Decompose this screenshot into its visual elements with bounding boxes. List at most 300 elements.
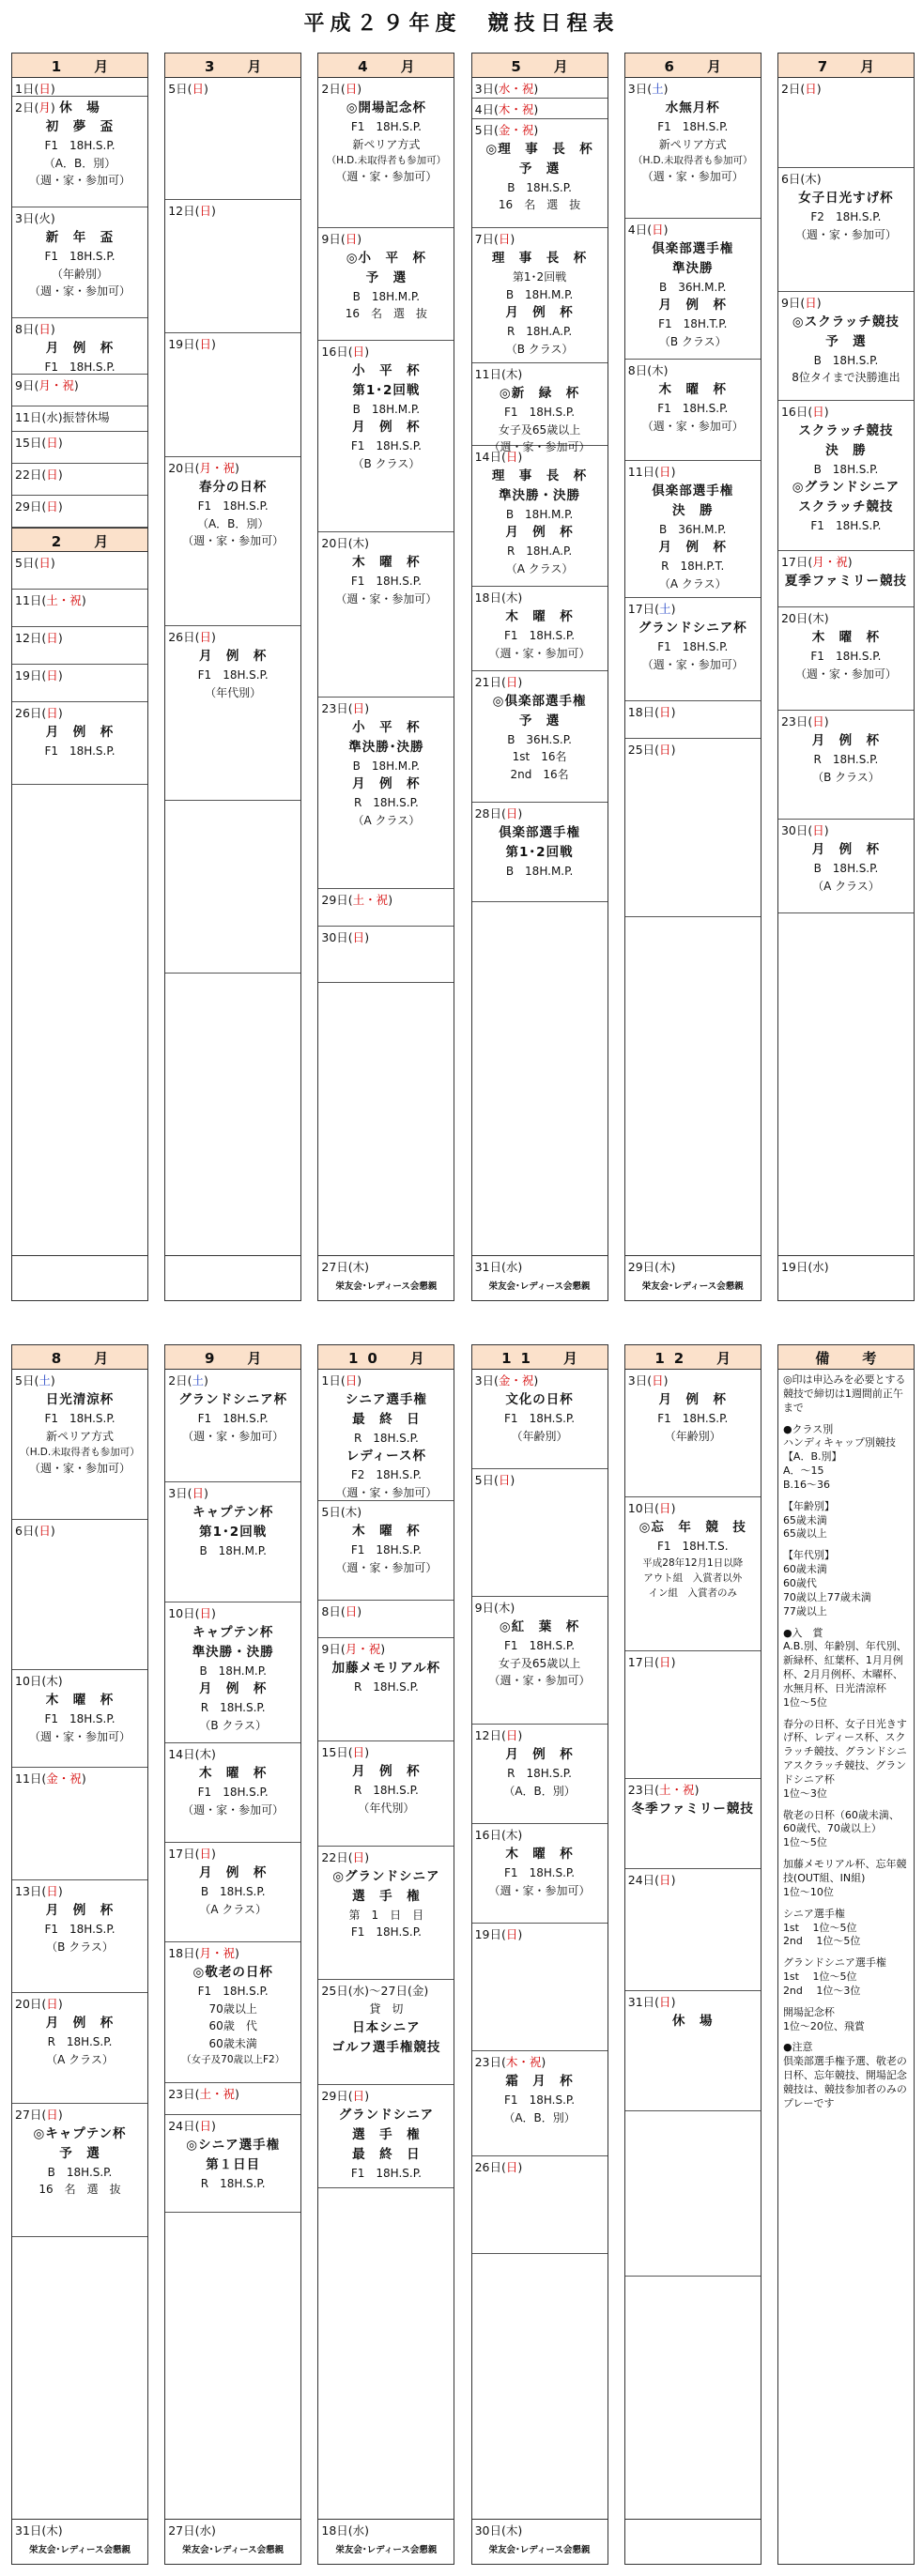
footer-cell [472,1255,608,1300]
schedule-cell [625,2111,761,2277]
schedule-cell [12,464,147,496]
weekday-label: 日 [46,1997,58,2011]
event-name: 倶楽部選手権 [652,483,734,498]
weekday-label: 日 [46,1884,58,1898]
notes-paragraph: ◎印は申込みを必要とする競技で締切は1週間前正午まで [782,1373,906,1414]
date-label: 29日(日) [15,499,63,514]
notes-paragraph: ●クラス別 ハンディキャップ別競技 【A．B.別】 A．～15 B.16～36 [782,1422,897,1491]
date-label: 28日(日) [474,806,523,820]
event-detail: F1 18H.T.P. [658,317,728,331]
event-name: 夏季ファミリー競技 [784,574,908,589]
event-detail: （週・家・参加可） [182,1429,285,1443]
event-name: 第1･2回戦 [352,382,421,398]
footer-cell [165,1255,300,1300]
event-name: キャプテン杯 [192,1505,274,1520]
schedule-cell [12,665,147,702]
date-label: 4日(日) [627,222,669,237]
event-detail: F1 18H.S.P. [44,360,115,374]
date-label: 3日(火) [15,211,55,225]
footer-date: 31日(水) [474,1260,523,1274]
schedule-cell [165,457,300,626]
event-detail: B 18H.M.P. [505,507,574,521]
schedule-cell [472,99,608,119]
date-label: 12日(日) [15,631,63,645]
footer-date: 31日(木) [15,2523,63,2538]
date-label: 21日(日) [474,675,523,689]
notes-paragraph: 【年齢別】 65歳未満 65歳以上 [782,1499,835,1541]
weekday-label: 日 [498,232,511,246]
schedule-cell [318,1370,454,1501]
schedule-cell [165,626,300,801]
footer-date: 27日(水) [168,2523,216,2538]
event-detail: （B クラス） [505,342,574,356]
event-name: 第1･2回戦 [199,1524,268,1540]
schedule-cell [625,1651,761,1779]
event-detail: R 18H.S.P. [507,1766,572,1780]
schedule-cell [165,1743,300,1843]
weekday-label: 日 [659,1995,671,2009]
date-label: 12日(日) [474,1728,523,1742]
weekday-label: 日 [38,82,51,96]
weekday-label: 日 [505,450,518,464]
event-name: 月 例 杯 [198,1681,268,1697]
event-detail: B 18H.M.P. [505,287,574,301]
event-name: 準決勝 [672,260,714,276]
schedule-cell [12,702,147,785]
date-label: 10日(日) [168,1606,216,1620]
schedule-cell [12,590,147,627]
weekday-label: 金・祝 [498,1373,534,1388]
notes-paragraph: ●注意 倶楽部選手権予選、敬老の日杯、忘年競技、開場記念競技は、競技参加者のみのプレーです [782,2041,907,2109]
event-detail: R 18H.A.P. [506,544,573,559]
event-detail: F1 18H.S.P. [350,119,422,133]
schedule-cell [12,1670,147,1768]
weekday-label: 日 [505,1927,518,1941]
event-name: 月 例 杯 [45,2016,115,2031]
date-label: 11日(日) [627,465,676,479]
schedule-cell [778,820,914,913]
event-detail: （A．B．別） [196,516,269,530]
date-label: 5日(木) [321,1505,362,1519]
event-name: 倶楽部選手権 [499,825,581,840]
event-name: 月 例 杯 [658,540,727,556]
schedule-cell [12,2104,147,2237]
event-name: 月 例 杯 [45,725,115,740]
date-label: 23日(日) [780,714,829,728]
event-name: 月 例 杯 [352,420,421,436]
weekday-label: 土・祝 [199,2087,235,2101]
event-name: 選 手 権 [352,2126,421,2142]
event-detail: F1 18H.S.P. [657,119,729,133]
event-detail: F1 18H.S.P. [197,1984,269,1998]
date-label: 13日(日) [15,1884,63,1898]
notes-header: 備 考 [778,1345,914,1370]
event-detail: F1 18H.S.P. [504,2093,576,2107]
event-detail: イン組 入賞者のみ [648,1587,737,1600]
event-detail: F1 18H.S.P. [504,405,576,419]
event-detail: R 18H.S.P. [353,1431,419,1445]
date-label: 16日(日) [321,345,370,359]
event-detail: F1 18H.S.P. [44,249,115,263]
event-detail: 新ペリア方式 [352,137,421,151]
schedule-cell [318,1501,454,1601]
weekday-label: 日 [805,82,817,96]
event-detail: （週・家・参加可） [28,1729,131,1743]
event-detail: F1 18H.S.P. [44,1922,115,1936]
footer-cell [318,1255,454,1300]
weekday-label: 日 [505,675,518,689]
weekday-label: 日 [192,82,205,96]
schedule-cell [472,671,608,803]
event-name: 月 例 杯 [811,733,881,748]
date-label: 8日(日) [321,1604,362,1618]
event-name: 月 例 杯 [505,525,574,541]
month-column [624,1344,761,2565]
event-name: 月 例 杯 [505,1747,574,1762]
schedule-cell [12,1880,147,1993]
weekday-label: 日 [199,1847,211,1861]
weekday-label: 水・祝 [498,82,534,96]
date-label: 9日(月・祝) [15,378,79,392]
event-name: 月 例 杯 [45,341,115,356]
weekday-label: 月・祝 [345,1642,381,1656]
schedule-cell [625,701,761,739]
footer-event: 栄友会･レディース会懇親 [335,2545,438,2555]
weekday-label: 金・祝 [46,1771,82,1786]
event-name: グランドシニア杯 [638,621,747,636]
schedule-cell [472,1725,608,1824]
date-label: 19日(日) [168,337,216,351]
event-name: 日光清涼杯 [45,1392,115,1407]
event-name: シニア選手権 [345,1392,427,1407]
event-detail: 16 名 選 抜 [345,307,428,321]
month-header: 6 月 [625,54,761,78]
schedule-cell [625,598,761,701]
schedule-cell [318,78,454,228]
weekday-label: 月・祝 [199,1946,235,1960]
event-detail: 第 1 日 目 [348,1908,424,1922]
event-name: 選 手 権 [352,1888,421,1904]
event-name: 理 事 長 杯 [491,468,588,483]
event-detail: B 18H.M.P. [505,864,574,878]
event-name: 木 曜 杯 [505,609,574,624]
event-detail: （週・家・参加可） [794,227,897,241]
event-detail: （A．B．別） [503,2110,576,2124]
event-detail: R 18H.S.P. [353,1679,419,1694]
footer-cell [472,2519,608,2564]
weekday-label: 日 [352,701,365,715]
event-detail: （A クラス） [352,813,421,827]
month-header: 5 月 [472,54,608,78]
event-name: 第1･2回戦 [505,844,574,860]
date-label: 30日(日) [321,930,370,944]
weekday-label: 日 [505,806,518,820]
weekday-label: 日 [46,631,58,645]
schedule-cell [625,739,761,917]
event-detail: （週・家・参加可） [488,1883,591,1897]
month-column [624,53,761,1301]
date-label: 25日(水)～27日(金) [321,1984,429,1998]
event-detail: （A クラス） [812,879,880,893]
event-detail: （女子及70歳以上F2） [181,2054,285,2066]
weekday-label: 日 [38,556,51,570]
schedule-cell [12,496,147,528]
event-detail: （B クラス） [812,770,880,784]
event-detail: （A クラス） [46,2052,114,2066]
event-detail: 平成28年12月1日以降 [642,1556,744,1569]
event-name: 女子日光すげ杯 [798,191,894,206]
date-label: 5日(日) [168,82,208,96]
footer-cell [625,1255,761,1300]
event-name: ◎スクラッチ競技 [792,314,900,330]
weekday-label: 日 [659,465,671,479]
weekday-label: 日 [199,2119,211,2133]
weekday-label: 日 [46,2108,58,2122]
event-detail: R 18H.S.P. [353,796,419,810]
event-name: 決 勝 [672,502,714,518]
weekday-label: 日 [46,668,58,682]
schedule-cell [12,627,147,665]
weekday-label: 日 [46,436,58,450]
schedule-cell [625,1779,761,1869]
date-label: 9日(木) [474,1601,515,1615]
month-column [11,1344,148,2565]
date-label: 8日(木) [627,363,669,377]
event-detail: F1 18H.S.P. [44,138,115,152]
event-detail: F1 18H.S.P. [44,744,115,758]
schedule-cell [472,1370,608,1469]
event-name: 決 勝 [825,442,867,458]
event-name: 月 例 杯 [658,1392,727,1407]
schedule-cell [12,1520,147,1670]
weekday-label: 日 [498,1473,511,1487]
date-label: 24日(日) [168,2119,216,2133]
event-name: 準決勝・決勝 [499,487,581,503]
weekday-label: 土・祝 [352,893,389,907]
event-detail: （A．B．別） [43,156,116,170]
page-title: 平成２９年度 競技日程表 [303,12,620,36]
date-label: 23日(木・祝) [474,2055,546,2069]
date-label: 19日(日) [15,668,63,682]
schedule-cell [12,1370,147,1520]
event-detail: F1 18H.S.P. [44,1711,115,1725]
event-detail: 女子及65歳以上 [498,1656,581,1670]
weekday-label: 火 [38,211,51,225]
month-header: 3 月 [165,54,300,78]
date-label: 20日(日) [15,1997,63,2011]
schedule-cell [625,219,761,360]
event-detail: （年代別） [358,1801,415,1815]
weekday-label: 日 [345,1373,358,1388]
event-name: スクラッチ競技 [798,423,894,438]
month-column [317,1344,454,2565]
event-name: ◎忘 年 競 技 [638,1520,746,1535]
event-detail: F1 18H.S.P. [350,2166,422,2180]
event-detail: （週・家・参加可） [488,1674,591,1688]
date-label: 11日(土・祝) [15,593,86,607]
event-detail: 2nd 16名 [510,768,569,782]
date-label: 17日(日) [168,1847,216,1861]
weekday-label: 日 [345,232,358,246]
event-name: スクラッチ競技 [798,499,894,515]
schedule-cell [12,318,147,375]
event-name: 霜 月 杯 [505,2074,574,2089]
month-column [471,1344,608,2565]
schedule-cell [12,97,147,207]
event-detail: B 18H.S.P. [47,2165,113,2179]
event-detail: R 18H.S.P. [200,1701,266,1715]
schedule-cell [12,375,147,406]
event-detail: F2 18H.S.P. [810,209,882,223]
footer-event: 栄友会･レディース会懇親 [335,1281,438,1292]
date-label: 14日(木) [168,1747,216,1761]
date-label: 7日(日) [474,232,515,246]
notes-paragraph: ●入 賞 A.B.別、年齢別、年代別、新緑杯、紅葉杯、1月月例杯、2月月例杯、木曜杯、水無月杯、日光清涼杯 1位～5位 [782,1626,907,1709]
schedule-cell [625,360,761,461]
date-label: 12日(日) [168,204,216,218]
schedule-cell [625,1370,761,1497]
event-detail: F1 18H.S.P. [197,667,269,682]
weekday-label: 日 [659,1501,671,1515]
event-detail: （年齢別） [51,267,108,281]
event-detail: 1st 16名 [512,750,567,764]
footer-date: 30日(木) [474,2523,523,2538]
event-detail: B 18H.S.P. [813,861,879,875]
weekday-label: 日 [659,1655,671,1669]
date-label: 24日(日) [627,1873,676,1887]
event-name: 月 例 杯 [505,305,574,321]
event-name: 準決勝･決勝 [348,739,424,755]
footer-date: 29日(木) [627,1260,676,1274]
date-label: 5日(土) [15,1373,55,1388]
event-detail: B 18H.M.P. [199,1664,267,1678]
event-detail: 60歳 代 [208,2019,257,2033]
schedule-cell [318,1980,454,2085]
footer-cell [778,1255,914,1300]
event-detail: （A．B．別） [503,1784,576,1798]
event-name: 最 終 日 [352,2146,421,2162]
event-detail: F1 18H.S.P. [504,1411,576,1425]
date-label: 11日(金・祝) [15,1771,86,1786]
footer-date: 18日(水) [321,2523,370,2538]
event-name: ゴルフ選手権競技 [331,2039,441,2055]
schedule-cell [472,228,608,363]
event-detail: （週・家・参加可） [794,667,897,681]
event-name: 休 場 [59,100,100,115]
event-name: 水無月杯 [665,100,720,115]
event-detail: （年齢別） [511,1429,568,1443]
schedule-cell [472,803,608,902]
event-detail: F1 18H.S.P. [657,1411,729,1425]
event-detail: F1 18H.S.P. [810,649,882,663]
footer-date: 19日(水) [780,1260,829,1274]
weekday-label: 日 [812,714,824,728]
schedule-cell [472,2051,608,2156]
event-detail: （A クラス） [505,561,574,575]
event-name: 新 年 盃 [45,230,115,245]
schedule-cell [625,1991,761,2111]
event-detail: R 18H.P.T. [661,560,725,574]
event-detail: 新ペリア方式 [45,1429,114,1443]
schedule-cell [165,78,300,200]
date-label: 9日(日) [780,296,822,310]
event-detail: （年齢別） [664,1429,721,1443]
notes-paragraph: 春分の日杯、女子日光きすげ杯、レディース杯、スクラッチ競技、グランドシニアスクラッチ競技、グランドシニア杯 1位～3位 [782,1717,907,1800]
month-column [164,1344,301,2565]
schedule-cell [472,119,608,228]
event-detail: （週・家・参加可） [641,170,744,184]
weekday-label: 土 [652,82,664,96]
date-label: 11日(水)振替休場 [15,410,110,424]
event-name: ◎グランドシニア [792,480,900,496]
event-detail: B 36H.M.P. [659,280,727,294]
schedule-cell [318,1741,454,1847]
event-name: 小 平 杯 [352,363,421,378]
event-name: 冬季ファミリー競技 [631,1802,754,1817]
date-label: 26日(日) [15,706,63,720]
event-detail: （週・家・参加可） [335,1560,438,1574]
event-detail: （A クラス） [658,576,727,590]
event-detail: B 18H.M.P. [352,289,421,303]
date-label: 26日(日) [474,2160,523,2174]
footer-event: 栄友会･レディース会懇親 [28,2545,131,2555]
date-label: 5日(日) [15,556,55,570]
date-label: 30日(日) [780,823,829,837]
event-name: 準決勝・決勝 [192,1644,274,1660]
date-label: 29日(土・祝) [321,893,393,907]
footer-cell [625,2519,761,2564]
month-header: 1 月 [12,54,147,78]
event-detail: （B クラス） [46,1940,114,1954]
date-label: 20日(月・祝) [168,461,239,475]
event-name: 月 例 杯 [198,649,268,664]
weekday-label: 日 [46,468,58,482]
weekday-label: 月 [38,100,51,115]
event-name: 小 平 杯 [352,720,421,735]
event-name: 月 例 杯 [198,1865,268,1880]
footer-cell [165,2519,300,2564]
event-name: 木 曜 杯 [352,1524,421,1539]
date-label: 10日(日) [627,1501,676,1515]
schedule-cell [318,889,454,927]
event-detail: 第1･2回戦 [512,269,567,284]
event-detail: 16 名 選 抜 [38,2183,121,2197]
event-name: 休 場 [672,2014,714,2029]
date-label: 5日(金・祝) [474,123,539,137]
event-detail: F2 18H.S.P. [350,1468,422,1482]
weekday-label: 日 [352,1745,365,1759]
event-detail: B 18H.M.P. [199,1543,267,1557]
schedule-cell [165,1843,300,1942]
month-header: 10 月 [318,1345,454,1370]
schedule-cell [12,406,147,432]
schedule-cell [778,78,914,168]
event-detail: （週・家・参加可） [641,657,744,671]
event-name: 予 選 [518,161,561,176]
weekday-label: 日 [805,296,817,310]
notes-paragraph: シニア選手権 1st 1位～5位 2nd 1位～5位 [782,1907,861,1948]
schedule-cell [778,401,914,551]
weekday-label: 日 [352,930,365,944]
schedule-cell [12,1768,147,1880]
footer-cell [318,2519,454,2564]
event-name: 木 曜 杯 [352,555,421,570]
weekday-label: 月・祝 [812,555,848,569]
event-name: 日本シニア [352,2019,421,2035]
event-detail: 新ペリア方式 [658,137,727,151]
date-label: 18日(月・祝) [168,1946,239,1960]
event-detail: B 18H.S.P. [813,462,879,476]
